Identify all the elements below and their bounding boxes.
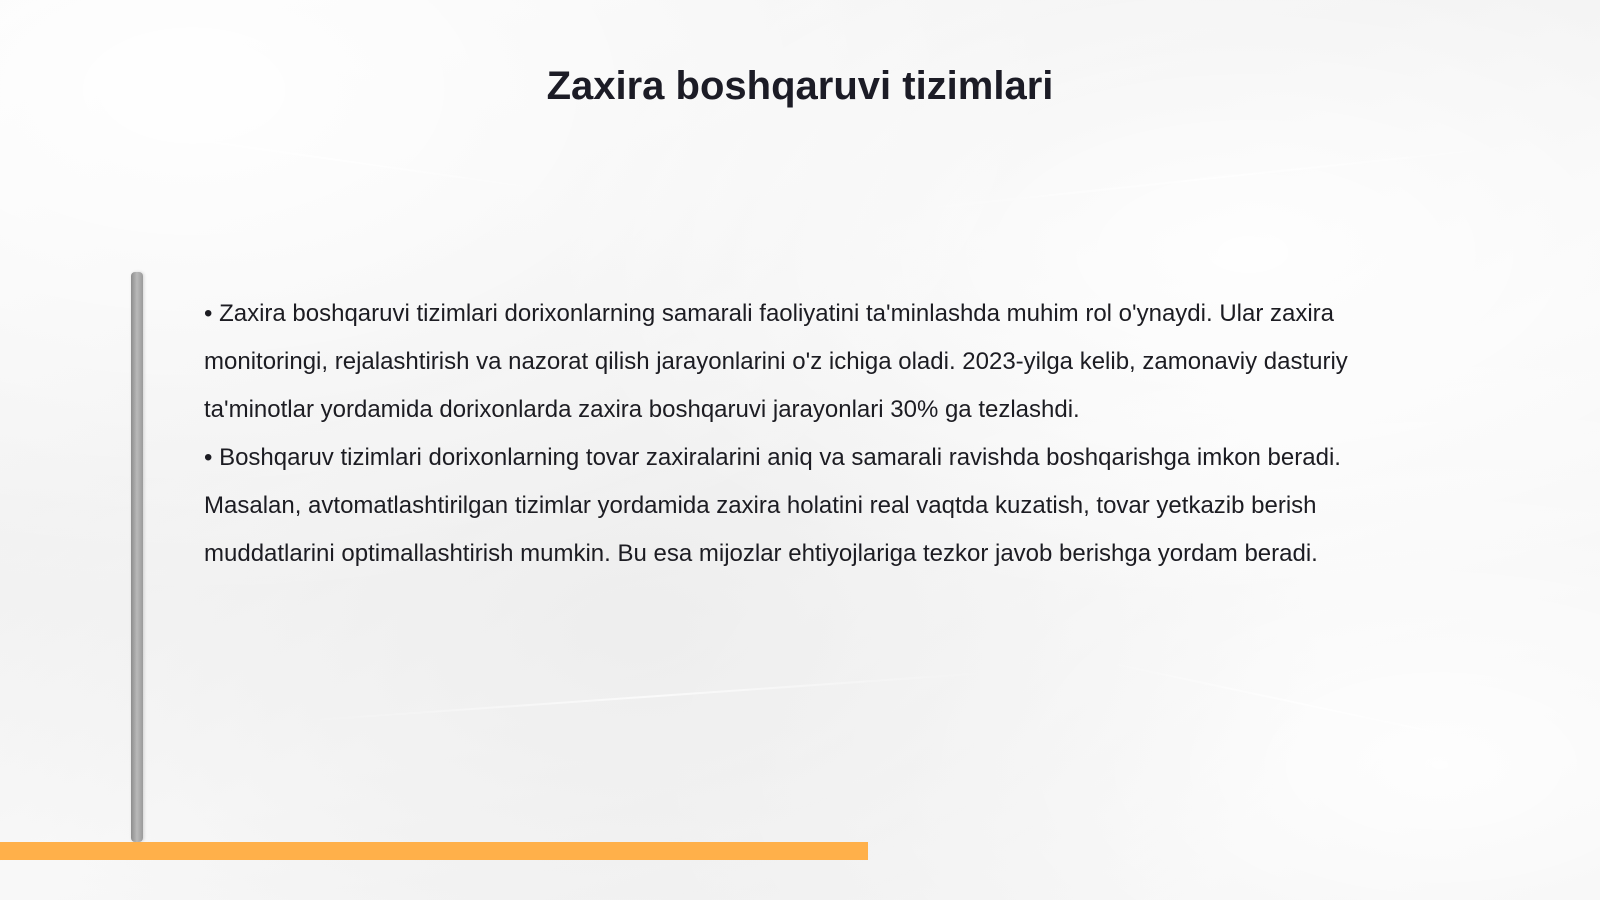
- paper-crease: [300, 671, 998, 722]
- slide-body: [204, 290, 1404, 578]
- bullet-paragraph-1: • Zaxira boshqaruvi tizimlari dorixonlarning samarali faoliyatini ta'minlashda muhim rol o'ynaydi. Ular zaxira monitoringi, rejalashtirish va nazorat qilish jarayonlarini o'z ichiga oladi. 2023-yilga kelib, zamonaviy dasturiy ta'minotlar yordamida dorixonlarda zaxira boshqaruvi jarayonlari 30% ga tezlashdi.: [204, 300, 1348, 423]
- decorative-orange-bar: [0, 842, 868, 860]
- paper-crease: [1100, 660, 1511, 749]
- bullet-paragraph-2: • Boshqaruv tizimlari dorixonlarning tovar zaxiralarini aniq va samarali ravishda boshqarishga imkon beradi. Masalan, avtomatlashtirilgan tizimlar yordamida zaxira holatini real vaqtda kuzatish, tovar yetkazib berish muddatlarini optimallashtirish mumkin. Bu esa mijozlar ehtiyojlariga tezkor javob berishga yordam beradi.: [204, 444, 1341, 567]
- paper-crease: [60, 120, 575, 194]
- decorative-vertical-bar: [131, 272, 143, 842]
- paper-crease: [900, 143, 1537, 212]
- slide-title: Zaxira boshqaruvi tizimlari: [546, 64, 1054, 108]
